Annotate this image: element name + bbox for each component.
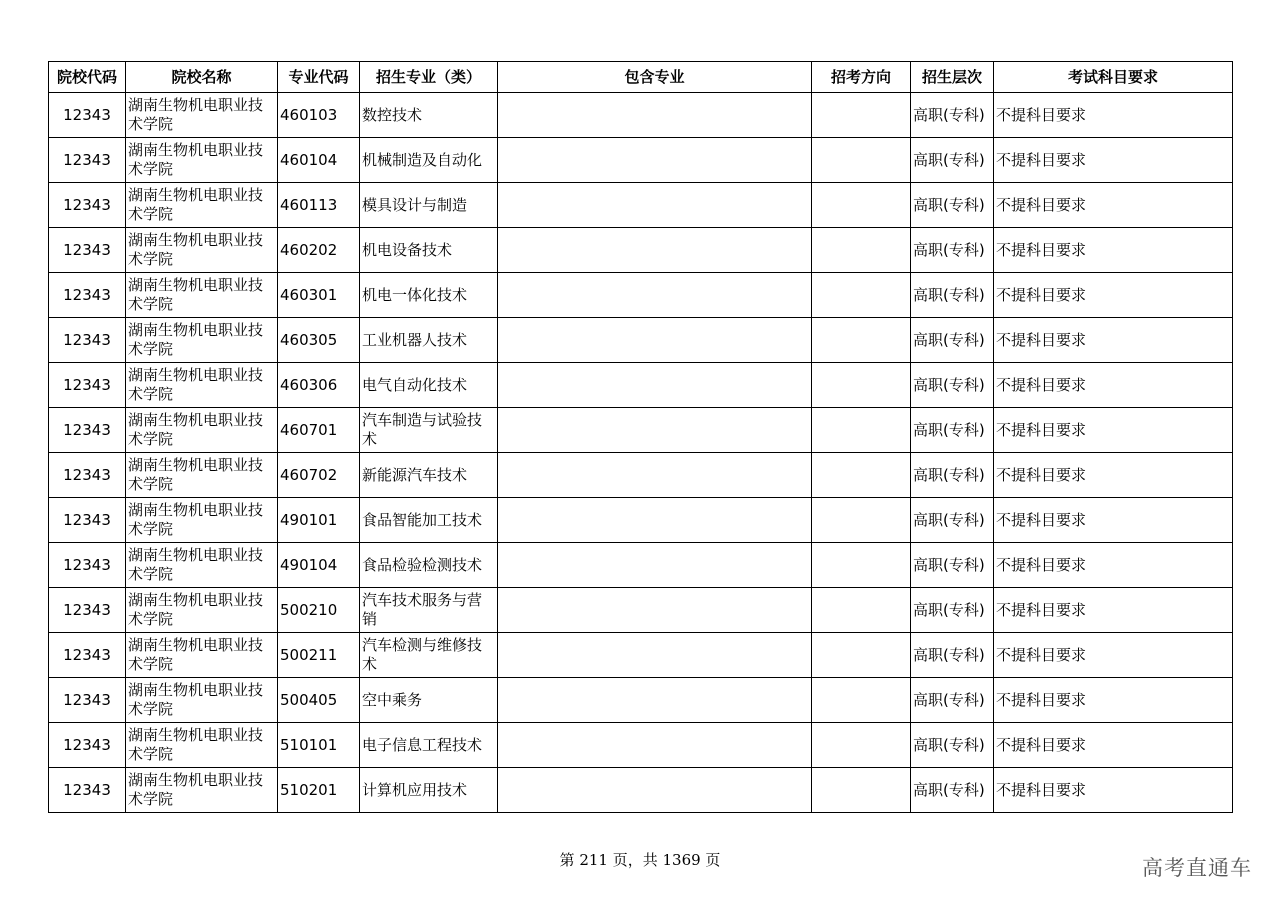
cell-included-majors xyxy=(498,408,812,453)
cell-school-code: 12343 xyxy=(49,138,126,183)
cell-level: 高职(专科) xyxy=(911,228,994,273)
cell-included-majors xyxy=(498,228,812,273)
cell-included-majors xyxy=(498,183,812,228)
header-school-code: 院校代码 xyxy=(49,62,126,93)
cell-major: 计算机应用技术 xyxy=(360,768,498,813)
cell-included-majors xyxy=(498,93,812,138)
table-row xyxy=(49,633,1233,678)
cell-level: 高职(专科) xyxy=(911,543,994,588)
cell-major: 空中乘务 xyxy=(360,678,498,723)
cell-level: 高职(专科) xyxy=(911,408,994,453)
cell-included-majors xyxy=(498,588,812,633)
cell-requirement: 不提科目要求 xyxy=(994,453,1233,498)
cell-major: 机电一体化技术 xyxy=(360,273,498,318)
cell-direction xyxy=(812,723,911,768)
cell-major: 工业机器人技术 xyxy=(360,318,498,363)
cell-requirement: 不提科目要求 xyxy=(994,318,1233,363)
cell-school-name: 湖南生物机电职业技术学院 xyxy=(126,228,278,273)
watermark: 高考直通车 xyxy=(1142,856,1252,880)
cell-requirement: 不提科目要求 xyxy=(994,138,1233,183)
cell-school-name: 湖南生物机电职业技术学院 xyxy=(126,768,278,813)
cell-requirement: 不提科目要求 xyxy=(994,498,1233,543)
cell-major-code: 460306 xyxy=(278,363,360,408)
cell-school-code: 12343 xyxy=(49,633,126,678)
cell-school-code: 12343 xyxy=(49,363,126,408)
page-number: 第 211 页，共 1369 页 xyxy=(559,851,721,869)
cell-direction xyxy=(812,453,911,498)
cell-school-name: 湖南生物机电职业技术学院 xyxy=(126,498,278,543)
cell-level: 高职(专科) xyxy=(911,93,994,138)
cell-school-name: 湖南生物机电职业技术学院 xyxy=(126,723,278,768)
cell-included-majors xyxy=(498,633,812,678)
cell-included-majors xyxy=(498,363,812,408)
cell-school-code: 12343 xyxy=(49,498,126,543)
cell-level: 高职(专科) xyxy=(911,183,994,228)
cell-major-code: 510201 xyxy=(278,768,360,813)
cell-major-code: 460301 xyxy=(278,273,360,318)
cell-level: 高职(专科) xyxy=(911,678,994,723)
cell-major: 汽车检测与维修技术 xyxy=(360,633,498,678)
table-row xyxy=(49,183,1233,228)
table-row xyxy=(49,228,1233,273)
cell-major-code: 460202 xyxy=(278,228,360,273)
cell-level: 高职(专科) xyxy=(911,498,994,543)
cell-school-name: 湖南生物机电职业技术学院 xyxy=(126,588,278,633)
cell-major-code: 460113 xyxy=(278,183,360,228)
cell-major-code: 460701 xyxy=(278,408,360,453)
table-row xyxy=(49,93,1233,138)
cell-major-code: 460104 xyxy=(278,138,360,183)
cell-requirement: 不提科目要求 xyxy=(994,768,1233,813)
cell-direction xyxy=(812,228,911,273)
cell-direction xyxy=(812,633,911,678)
cell-school-code: 12343 xyxy=(49,228,126,273)
cell-direction xyxy=(812,138,911,183)
cell-direction xyxy=(812,318,911,363)
cell-major: 食品检验检测技术 xyxy=(360,543,498,588)
header-requirement: 考试科目要求 xyxy=(994,62,1233,93)
cell-included-majors xyxy=(498,768,812,813)
cell-direction xyxy=(812,408,911,453)
cell-school-code: 12343 xyxy=(49,588,126,633)
header-major-code: 专业代码 xyxy=(278,62,360,93)
cell-requirement: 不提科目要求 xyxy=(994,228,1233,273)
cell-direction xyxy=(812,768,911,813)
cell-school-name: 湖南生物机电职业技术学院 xyxy=(126,678,278,723)
cell-included-majors xyxy=(498,318,812,363)
cell-level: 高职(专科) xyxy=(911,363,994,408)
cell-level: 高职(专科) xyxy=(911,273,994,318)
cell-requirement: 不提科目要求 xyxy=(994,273,1233,318)
cell-school-name: 湖南生物机电职业技术学院 xyxy=(126,318,278,363)
cell-major: 电子信息工程技术 xyxy=(360,723,498,768)
cell-school-name: 湖南生物机电职业技术学院 xyxy=(126,363,278,408)
cell-direction xyxy=(812,678,911,723)
cell-level: 高职(专科) xyxy=(911,768,994,813)
cell-level: 高职(专科) xyxy=(911,453,994,498)
cell-school-name: 湖南生物机电职业技术学院 xyxy=(126,273,278,318)
cell-requirement: 不提科目要求 xyxy=(994,363,1233,408)
cell-level: 高职(专科) xyxy=(911,723,994,768)
cell-major-code: 490104 xyxy=(278,543,360,588)
cell-direction xyxy=(812,183,911,228)
cell-requirement: 不提科目要求 xyxy=(994,93,1233,138)
table-row xyxy=(49,588,1233,633)
cell-requirement: 不提科目要求 xyxy=(994,678,1233,723)
cell-school-code: 12343 xyxy=(49,318,126,363)
cell-requirement: 不提科目要求 xyxy=(994,183,1233,228)
cell-school-name: 湖南生物机电职业技术学院 xyxy=(126,453,278,498)
cell-school-name: 湖南生物机电职业技术学院 xyxy=(126,543,278,588)
header-included-majors: 包含专业 xyxy=(498,62,812,93)
cell-school-code: 12343 xyxy=(49,93,126,138)
cell-major: 机械制造及自动化 xyxy=(360,138,498,183)
cell-school-code: 12343 xyxy=(49,768,126,813)
header-direction: 招考方向 xyxy=(812,62,911,93)
cell-school-name: 湖南生物机电职业技术学院 xyxy=(126,138,278,183)
cell-school-code: 12343 xyxy=(49,723,126,768)
cell-major: 机电设备技术 xyxy=(360,228,498,273)
table-row xyxy=(49,543,1233,588)
cell-major-code: 500405 xyxy=(278,678,360,723)
cell-requirement: 不提科目要求 xyxy=(994,723,1233,768)
cell-requirement: 不提科目要求 xyxy=(994,633,1233,678)
cell-major: 电气自动化技术 xyxy=(360,363,498,408)
table-row xyxy=(49,723,1233,768)
cell-major: 新能源汽车技术 xyxy=(360,453,498,498)
table-row xyxy=(49,138,1233,183)
table-row xyxy=(49,318,1233,363)
table-row xyxy=(49,768,1233,813)
table-header-row xyxy=(49,62,1233,93)
cell-major-code: 460702 xyxy=(278,453,360,498)
cell-school-code: 12343 xyxy=(49,453,126,498)
cell-major-code: 460103 xyxy=(278,93,360,138)
cell-included-majors xyxy=(498,453,812,498)
header-major: 招生专业（类） xyxy=(360,62,498,93)
cell-requirement: 不提科目要求 xyxy=(994,543,1233,588)
cell-level: 高职(专科) xyxy=(911,138,994,183)
table-row xyxy=(49,273,1233,318)
cell-direction xyxy=(812,363,911,408)
cell-major: 数控技术 xyxy=(360,93,498,138)
admissions-table xyxy=(48,61,1233,813)
cell-major: 汽车制造与试验技术 xyxy=(360,408,498,453)
cell-direction xyxy=(812,498,911,543)
cell-included-majors xyxy=(498,543,812,588)
cell-school-code: 12343 xyxy=(49,543,126,588)
cell-major-code: 510101 xyxy=(278,723,360,768)
cell-included-majors xyxy=(498,273,812,318)
cell-major-code: 500210 xyxy=(278,588,360,633)
cell-major-code: 490101 xyxy=(278,498,360,543)
table-row xyxy=(49,678,1233,723)
cell-requirement: 不提科目要求 xyxy=(994,408,1233,453)
cell-school-code: 12343 xyxy=(49,678,126,723)
cell-included-majors xyxy=(498,723,812,768)
table-body xyxy=(49,93,1233,813)
cell-direction xyxy=(812,273,911,318)
cell-school-name: 湖南生物机电职业技术学院 xyxy=(126,408,278,453)
cell-included-majors xyxy=(498,138,812,183)
cell-major: 模具设计与制造 xyxy=(360,183,498,228)
cell-direction xyxy=(812,588,911,633)
cell-major-code: 460305 xyxy=(278,318,360,363)
cell-school-code: 12343 xyxy=(49,408,126,453)
cell-major: 汽车技术服务与营销 xyxy=(360,588,498,633)
header-level: 招生层次 xyxy=(911,62,994,93)
cell-major-code: 500211 xyxy=(278,633,360,678)
table-row xyxy=(49,498,1233,543)
cell-direction xyxy=(812,93,911,138)
cell-major: 食品智能加工技术 xyxy=(360,498,498,543)
cell-school-code: 12343 xyxy=(49,183,126,228)
cell-level: 高职(专科) xyxy=(911,588,994,633)
table-row xyxy=(49,363,1233,408)
cell-included-majors xyxy=(498,678,812,723)
cell-included-majors xyxy=(498,498,812,543)
cell-level: 高职(专科) xyxy=(911,318,994,363)
cell-level: 高职(专科) xyxy=(911,633,994,678)
cell-direction xyxy=(812,543,911,588)
table-row xyxy=(49,453,1233,498)
header-school-name: 院校名称 xyxy=(126,62,278,93)
cell-school-code: 12343 xyxy=(49,273,126,318)
cell-requirement: 不提科目要求 xyxy=(994,588,1233,633)
cell-school-name: 湖南生物机电职业技术学院 xyxy=(126,93,278,138)
cell-school-name: 湖南生物机电职业技术学院 xyxy=(126,183,278,228)
cell-school-name: 湖南生物机电职业技术学院 xyxy=(126,633,278,678)
table-row xyxy=(49,408,1233,453)
